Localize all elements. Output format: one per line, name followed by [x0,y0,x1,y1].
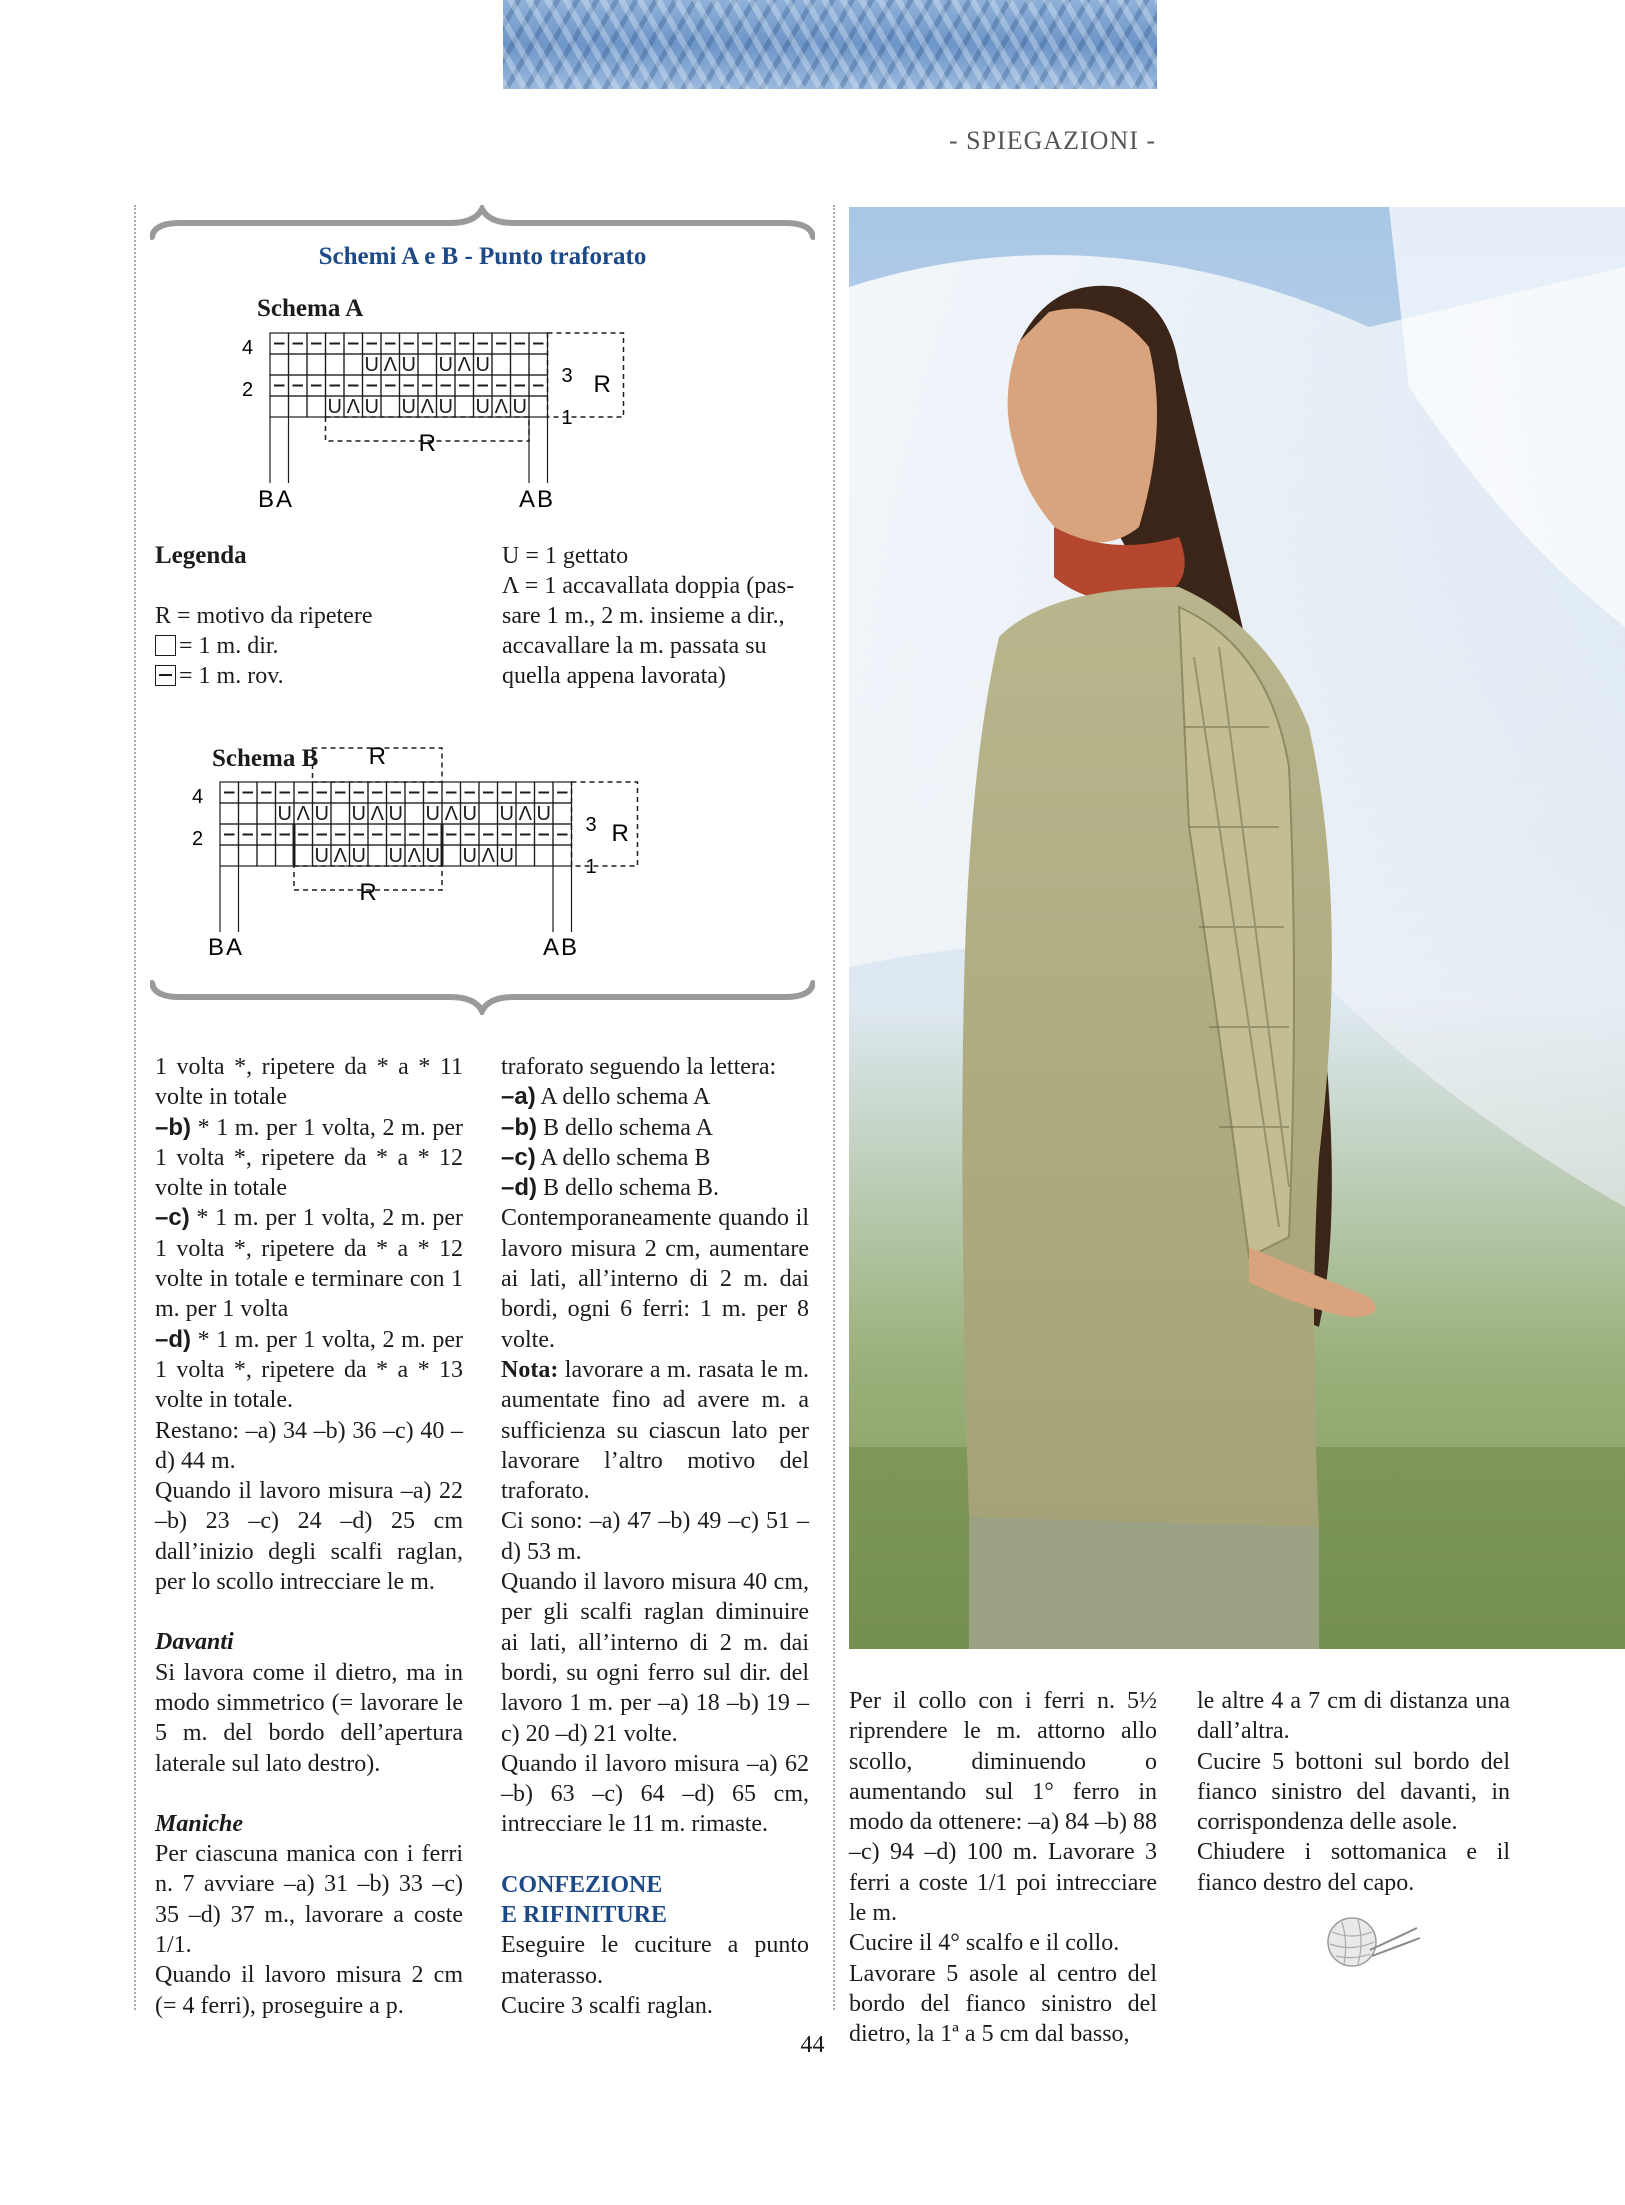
col2-ci-sono: Ci sono: –a) 47 –b) 49 –c) 51 –d) 53 m. [501,1508,809,1565]
schema-a-stitch-symbol: U [364,354,379,376]
model-photo [849,207,1625,1649]
schema-b-cell [257,803,276,824]
photo-illustration [849,207,1625,1649]
column-divider-mid [833,205,835,2010]
legend-knit: = 1 m. dir. [155,631,475,661]
col2-item-c: –c) A dello schema B [501,1143,711,1171]
schema-a-cell [270,396,289,417]
col1-maniche-text: Per ciascuna manica con i ferri n. 7 avviare –a) 31 –b) 33 –c) 35 –d) 37 m., lavorare a coste 1/1. [155,1841,463,1959]
schema-b-row-2: 2 [192,828,204,850]
schema-a-stitch-symbol: U [438,396,453,418]
schema-b-stitch-symbol: U [425,845,440,867]
legend-title: Legenda [155,542,247,569]
schema-a-stitch-symbol: U [364,396,379,418]
col3-text3: Lavorare 5 asole al centro del bordo del fianco sinistro del dietro, la 1ª a 5 cm dal basso, [849,1960,1157,2048]
schema-b-stitch-symbol: Λ [518,803,532,825]
text-column-3 [849,1686,1157,2050]
col2-quando2: Quando il lavoro misura –a) 62 –b) 63 –c) 64 –d) 65 cm, intrecciare le 11 m. rimaste. [501,1750,809,1838]
heading-confezione: CONFEZIONE [501,1871,663,1898]
col2-nota: Nota: lavorare a m. rasata le m. aumentate fino ad avere m. a sufficienza su ciascun lato per lavorare l’altro motivo del traforato. [501,1356,809,1505]
schema-a-stitch-symbol: Λ [420,396,434,418]
col1-maniche-text2: Quando il lavoro misura 2 cm (= 4 ferri), proseguire a p. [155,1962,463,2019]
schema-a-cell [289,354,308,375]
col1-para-a: 1 volta *, ripetere da * a * 11 volte in totale [155,1054,463,1111]
col1-para-b: –b) * 1 m. per 1 volta, 2 m. per 1 volta *, ripetere da * a * 12 volte in totale [155,1113,463,1202]
schema-a-cell [492,354,511,375]
schema-b-cell [535,845,554,866]
schema-a-stitch-symbol: U [475,354,490,376]
schema-a-right-markers: AB [519,486,556,513]
schema-a-row-2: 2 [242,379,254,401]
schema-a-chart [232,323,832,513]
col1-quando: Quando il lavoro misura –a) 22 –b) 23 –c) 24 –d) 25 cm dall’inizio degli scalfi raglan, per lo scollo intrecciare le m. [155,1478,463,1596]
yarn-texture-banner [503,0,1157,89]
yarn-ball-icon [1312,1910,1422,1970]
col3-text2: Cucire il 4° scalfo e il collo. [849,1930,1120,1957]
schema-a-cell [326,354,345,375]
col2-item-b: –b) B dello schema A [501,1113,713,1141]
schema-a-cell [270,354,289,375]
bottom-brace [150,975,815,1015]
schema-b-stitch-symbol: U [388,845,403,867]
legend-repeat: R = motivo da ripetere [155,603,373,629]
col2-quando: Quando il lavoro misura 40 cm, per gli scalfi raglan diminuire ai lati, all’interno di 2 m. dai bordi, su ogni ferro sul dir. del lavoro 1 m. per –a) 18 –b) 19 –c) 20 –d) 21 volte. [501,1569,809,1747]
top-brace [150,205,815,245]
col4-text: le altre 4 a 7 cm di distanza una dall’altra. [1197,1688,1510,1745]
legend-acc-3: accavallare la m. passata su [502,633,767,659]
col2-item-d: –d) B dello schema B. [501,1174,719,1202]
col2-intro: traforato seguendo la lettera: [501,1054,777,1080]
schema-b-stitch-symbol: U [499,803,514,825]
schema-b-stitch-symbol: U [277,803,292,825]
schema-b-cell [442,845,461,866]
schema-b-cell [405,803,424,824]
legend-acc-4: quella appena lavorata) [502,663,726,689]
legend-purl: = 1 m. rov. [155,661,475,691]
schema-a-row-3: 3 [561,365,573,387]
schema-a-col-repeat-label: R [418,430,436,457]
schema-a-cell [307,354,326,375]
schema-a-label: Schema A [257,295,364,322]
schema-b-cell [239,845,258,866]
schema-a-cell [418,354,437,375]
schema-b-cell [479,803,498,824]
schema-b-stitch-symbol: Λ [370,803,384,825]
diagram-title: Schemi A e B - Punto traforato [318,243,647,270]
schema-b-stitch-symbol: U [536,803,551,825]
schema-a-stitch-symbol: Λ [494,396,508,418]
schema-a-stitch-symbol: U [401,396,416,418]
schema-a-row-1: 1 [561,407,573,429]
schema-b-chart [190,727,820,967]
schema-b-stitch-symbol: U [462,803,477,825]
schema-b-cell [220,845,239,866]
schema-b-cell [294,845,313,866]
text-column-2 [501,1052,809,2021]
text-column-1 [155,1052,463,2021]
schema-a-stitch-symbol: Λ [346,396,360,418]
schema-a-left-markers: BA [258,486,295,513]
legend-left [155,541,475,691]
schema-b-top-repeat-label: R [368,743,386,770]
schema-b-cell [257,845,276,866]
col2-conf-text2: Cucire 3 scalfi raglan. [501,1992,713,2019]
schema-b-cell [276,845,295,866]
col1-restano: Restano: –a) 34 –b) 36 –c) 40 –d) 44 m. [155,1417,463,1474]
col2-contemp: Contemporaneamente quando il lavoro misura 2 cm, aumentare ai lati, all’interno di 2 m. dai bordi, ogni 6 ferri: 1 m. per 8 volte. [501,1205,809,1353]
schema-a-stitch-symbol: U [438,354,453,376]
schema-b-stitch-symbol: U [425,803,440,825]
col1-davanti-text: Si lavora come il dietro, ma in modo simmetrico (= lavorare le 5 m. del bordo dell’apertura laterale sul lato destro). [155,1659,463,1777]
schema-b-row-repeat-label: R [611,820,629,847]
schema-b-cell [239,803,258,824]
text-column-4 [1197,1686,1510,1898]
schema-b-left-markers: BA [208,934,245,961]
schema-a-stitch-symbol: U [512,396,527,418]
schema-a-row-4: 4 [242,337,254,359]
purl-stitch-icon [155,665,176,686]
schema-a-row-repeat-bracket [548,333,624,417]
schema-b-right-markers: AB [543,934,580,961]
col4-text2: Cucire 5 bottoni sul bordo del fianco sinistro del davanti, in corrispondenza delle asole. [1197,1748,1510,1836]
schema-a-stitch-symbol: U [327,396,342,418]
schema-b-stitch-symbol: Λ [407,845,421,867]
legend-acc-1: Λ = 1 accavallata doppia (pas- [502,573,795,599]
schema-b-row-1: 1 [585,856,597,878]
schema-b-stitch-symbol: U [314,845,329,867]
schema-b-bottom-repeat-label: R [359,879,377,906]
schema-a-stitch-symbol: U [475,396,490,418]
heading-rifiniture: E RIFINITURE [501,1902,668,1929]
schema-a-cell [455,396,474,417]
schema-a-cell [529,396,548,417]
col4-text3: Chiudere i sottomanica e il fianco destro del capo. [1197,1839,1510,1896]
schema-b-cell [331,803,350,824]
legend-right [502,541,822,691]
legend-yarnover: U = 1 gettato [502,543,629,569]
heading-davanti: Davanti [155,1629,234,1656]
page-number: 44 [800,2032,825,2058]
schema-a-stitch-symbol: Λ [457,354,471,376]
schema-b-stitch-symbol: Λ [444,803,458,825]
diagram-box [150,205,815,1015]
schema-a-stitch-symbol: U [401,354,416,376]
schema-b-stitch-symbol: U [351,803,366,825]
schema-b-row-4: 4 [192,786,204,808]
schema-b-cell [368,845,387,866]
col3-text: Per il collo con i ferri n. 5½ riprendere le m. attorno allo scollo, diminuendo o aumentando sul 1° ferro in modo da ottenere: –a) 84 –b) 88 –c) 94 –d) 100 m. Lavorare 3 ferri a coste 1/1 poi intrecciare le m. [849,1688,1157,1927]
col2-item-a: –a) A dello schema A [501,1083,711,1111]
schema-b-stitch-symbol: U [462,845,477,867]
schema-b-row-3: 3 [585,814,597,836]
legend-acc-2: sare 1 m., 2 m. insieme a dir., [502,603,785,629]
schema-a-row-repeat-label: R [593,371,611,398]
schema-a-cell [529,354,548,375]
schema-a-cell [381,396,400,417]
schema-a-stitch-symbol: Λ [383,354,397,376]
schema-b-stitch-symbol: U [388,803,403,825]
schema-b-cell [516,845,535,866]
section-header: - SPIEGAZIONI - [948,126,1157,155]
schema-b-label: Schema B [212,745,319,772]
schema-b-cell [553,803,572,824]
knit-stitch-icon [155,635,176,656]
col2-conf-text: Eseguire le cuciture a punto materasso. [501,1932,809,1989]
schema-b-cell [220,803,239,824]
schema-a-cell [511,354,530,375]
col1-para-d: –d) * 1 m. per 1 volta, 2 m. per 1 volta *, ripetere da * a * 13 volte in totale. [155,1325,463,1414]
schema-b-stitch-symbol: U [314,803,329,825]
schema-b-stitch-symbol: U [351,845,366,867]
schema-a-cell [307,396,326,417]
schema-b-stitch-symbol: Λ [481,845,495,867]
schema-b-cell [553,845,572,866]
schema-b-stitch-symbol: Λ [333,845,347,867]
schema-a-cell [344,354,363,375]
col1-para-c: –c) * 1 m. per 1 volta, 2 m. per 1 volta *, ripetere da * a * 12 volte in totale e terminare con 1 m. per 1 volta [155,1204,463,1323]
schema-b-stitch-symbol: Λ [296,803,310,825]
column-divider-left [134,205,136,2010]
schema-a-cell [289,396,308,417]
schema-b-stitch-symbol: U [499,845,514,867]
heading-maniche: Maniche [155,1810,244,1837]
